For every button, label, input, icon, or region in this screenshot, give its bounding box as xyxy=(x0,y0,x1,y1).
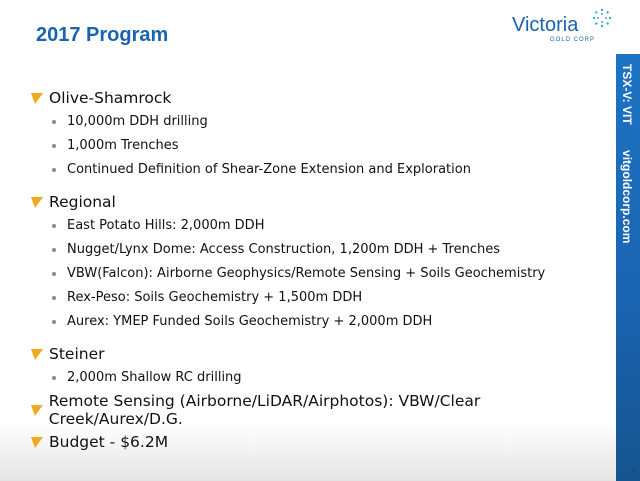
list-item: 1,000m Trenches xyxy=(30,134,610,158)
arrow-bullet-icon xyxy=(30,347,44,361)
section-heading xyxy=(30,190,610,214)
list-item: Continued Definition of Shear-Zone Extension and Exploration xyxy=(30,158,610,182)
bullet-dot-icon xyxy=(52,296,56,300)
bullet-dot-icon xyxy=(52,144,56,148)
page-title: 2017 Program xyxy=(36,24,169,46)
section-heading-text: Budget - $6.2M xyxy=(49,433,169,451)
sunburst-icon xyxy=(592,8,612,28)
ticker-label: TSX-V: VIT xyxy=(620,64,634,125)
section-heading xyxy=(30,430,610,454)
sidebar-banner xyxy=(616,54,640,481)
arrow-bullet-icon xyxy=(30,195,44,209)
section-heading xyxy=(30,392,610,428)
section-olive-shamrock xyxy=(30,86,610,182)
section-regional xyxy=(30,190,610,334)
bullet-dot-icon xyxy=(52,248,56,252)
section-steiner xyxy=(30,342,610,390)
logo-wordmark: Victoria xyxy=(512,14,579,36)
bullet-dot-icon xyxy=(52,224,56,228)
arrow-bullet-icon xyxy=(30,435,44,449)
list-item: 2,000m Shallow RC drilling xyxy=(30,366,610,390)
company-logo xyxy=(512,8,617,50)
section-heading-text: Regional xyxy=(49,193,116,211)
section-heading xyxy=(30,342,610,366)
list-item: 10,000m DDH drilling xyxy=(30,110,610,134)
page-number: 9 xyxy=(632,468,636,475)
list-item: VBW(Falcon): Airborne Geophysics/Remote Sensing + Soils Geochemistry xyxy=(30,262,610,286)
section-budget xyxy=(30,430,610,454)
section-remote-sensing xyxy=(30,392,610,428)
section-heading-text: Remote Sensing (Airborne/LiDAR/Airphotos): VBW/Clear Creek/Aurex/D.G. xyxy=(48,392,481,428)
list-item: Nugget/Lynx Dome: Access Construction, 1,200m DDH + Trenches xyxy=(30,238,610,262)
bullet-dot-icon xyxy=(52,320,56,324)
section-heading-text: Olive-Shamrock xyxy=(49,89,172,107)
program-content xyxy=(30,86,610,462)
list-item: Rex-Peso: Soils Geochemistry + 1,500m DDH xyxy=(30,286,610,310)
list-item: Aurex: YMEP Funded Soils Geochemistry + 2,000m DDH xyxy=(30,310,610,334)
bullet-dot-icon xyxy=(52,272,56,276)
arrow-bullet-icon xyxy=(30,403,44,417)
arrow-bullet-icon xyxy=(30,91,44,105)
bullet-dot-icon xyxy=(52,376,56,380)
list-item: East Potato Hills: 2,000m DDH xyxy=(30,214,610,238)
website-label: vitgoldcorp.com xyxy=(620,150,634,244)
logo-subtitle: GOLD CORP xyxy=(550,37,596,43)
bullet-dot-icon xyxy=(52,120,56,124)
section-heading-text: Steiner xyxy=(49,345,105,363)
section-heading xyxy=(30,86,610,110)
bullet-dot-icon xyxy=(52,168,56,172)
